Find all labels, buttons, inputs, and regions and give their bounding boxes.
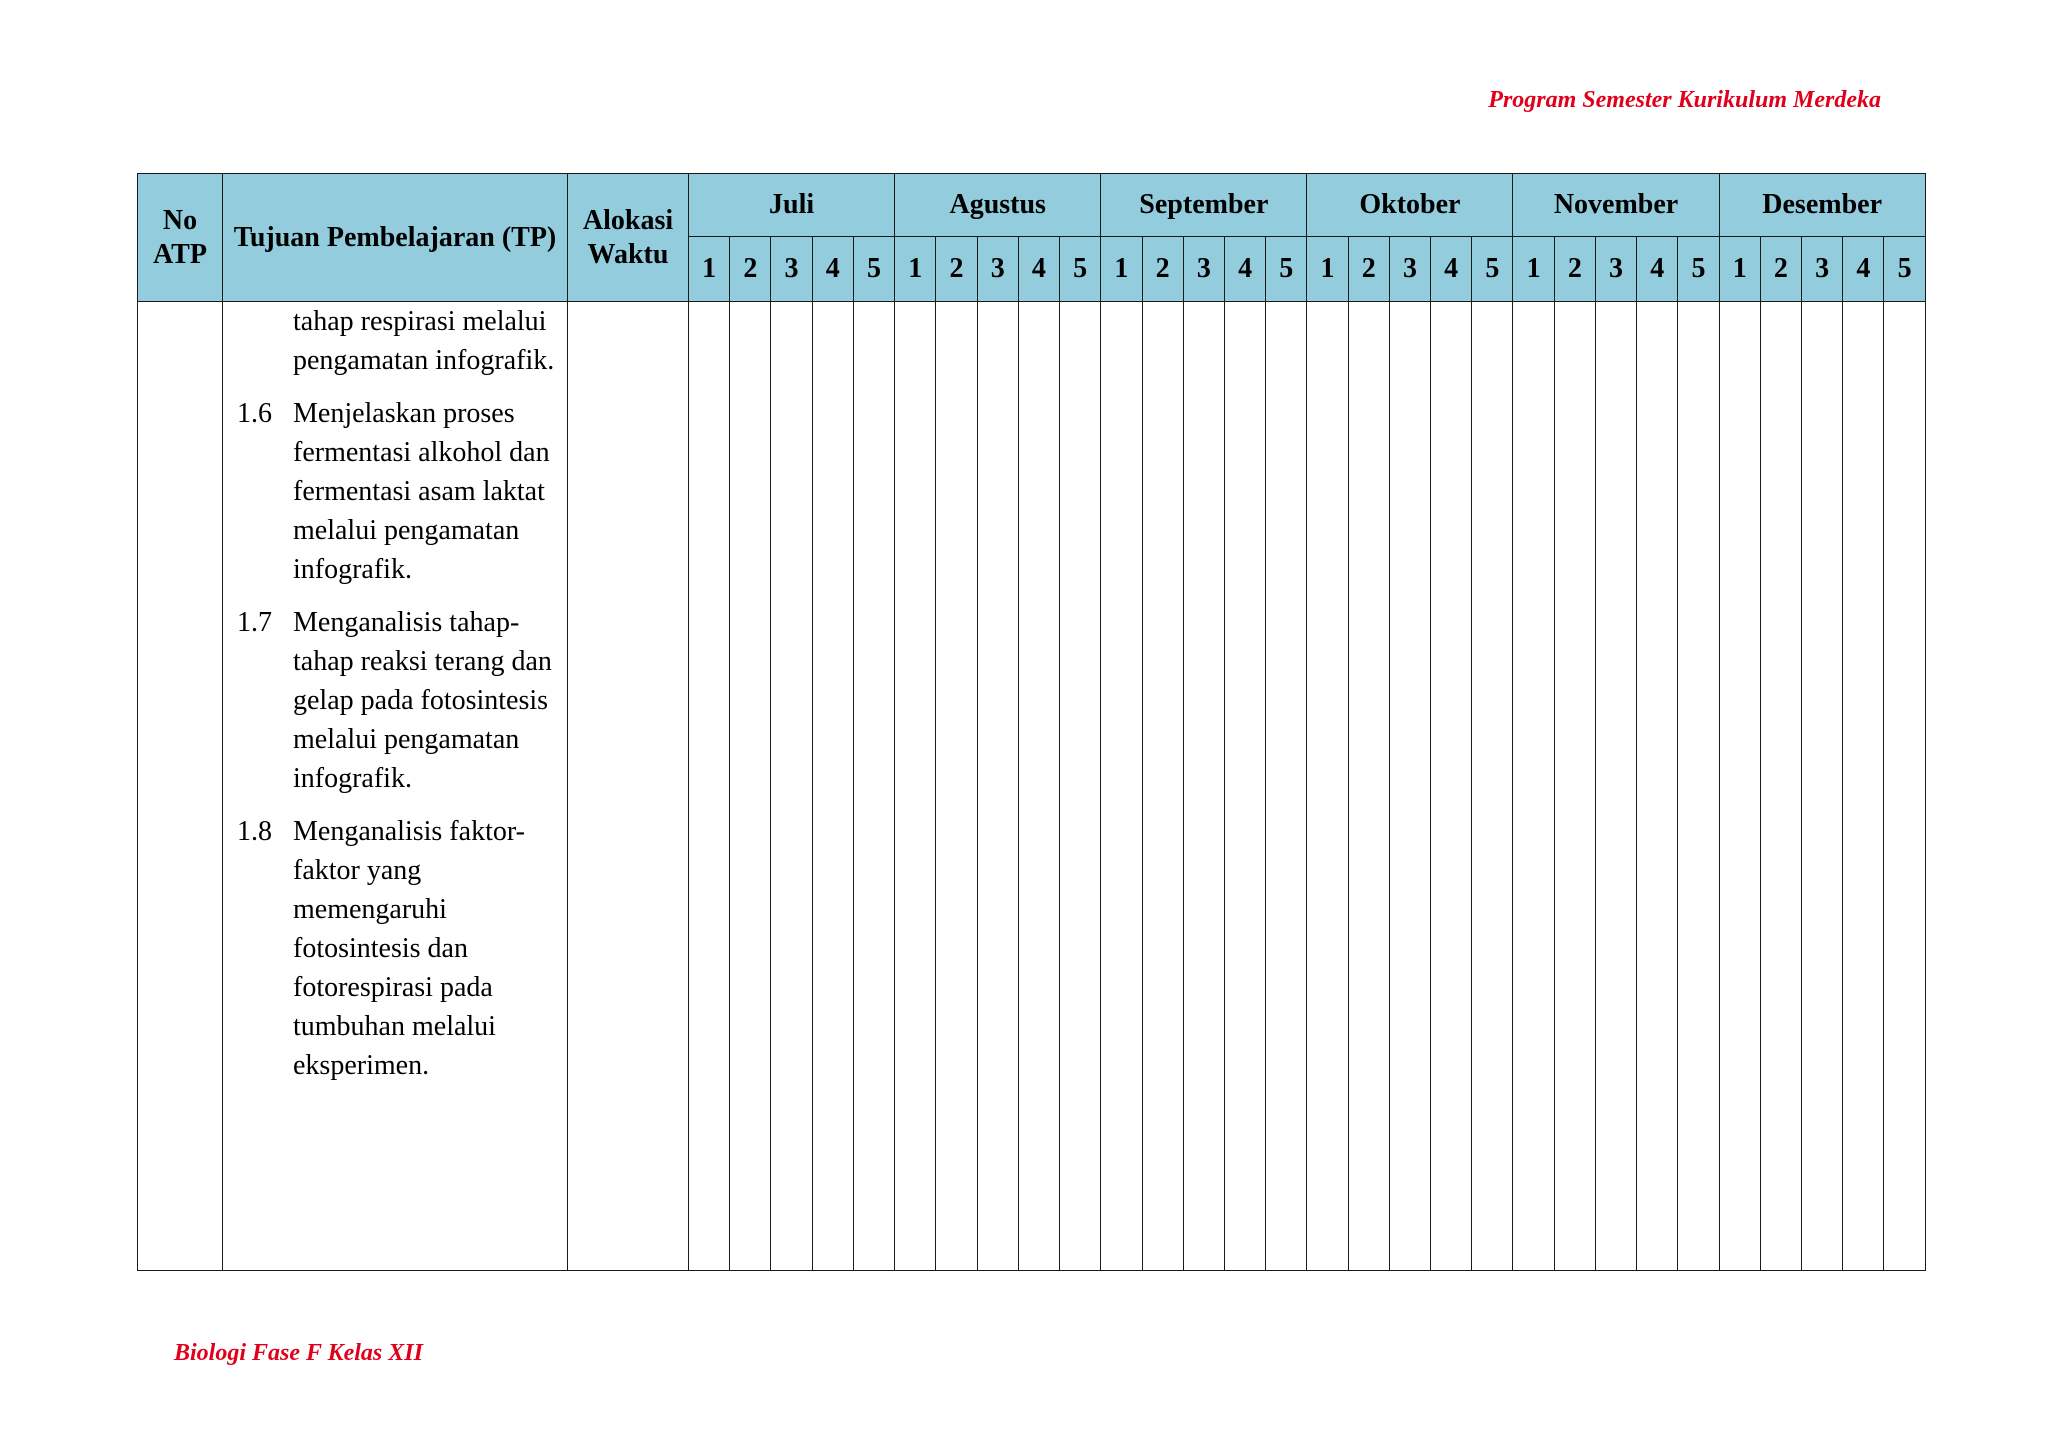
month-header: September: [1101, 174, 1307, 237]
tp-item-number: 1.6: [237, 398, 272, 429]
week-header: 2: [936, 237, 977, 302]
week-header: 4: [1224, 237, 1265, 302]
month-header: November: [1513, 174, 1719, 237]
week-header: 2: [1760, 237, 1801, 302]
week-header: 4: [1431, 237, 1472, 302]
week-header: 1: [1719, 237, 1760, 302]
week-header: 5: [1266, 237, 1307, 302]
week-cell: [977, 302, 1018, 1271]
week-cell: [1472, 302, 1513, 1271]
week-header: 1: [1513, 237, 1554, 302]
week-header: 4: [1843, 237, 1884, 302]
month-header: Oktober: [1307, 174, 1513, 237]
week-header: 3: [1183, 237, 1224, 302]
week-header: 3: [771, 237, 812, 302]
week-cell: [1595, 302, 1636, 1271]
week-cell: [1183, 302, 1224, 1271]
week-cell: [1389, 302, 1430, 1271]
header-tujuan-pembelajaran: Tujuan Pembelajaran (TP): [223, 174, 568, 302]
week-cell: [1224, 302, 1265, 1271]
week-cell: [1637, 302, 1678, 1271]
week-cell: [1760, 302, 1801, 1271]
week-cell: [853, 302, 894, 1271]
week-header: 2: [1554, 237, 1595, 302]
header-no-atp: No ATP: [138, 174, 223, 302]
week-cell: [1554, 302, 1595, 1271]
tp-cell: [223, 302, 568, 1271]
week-cell: [936, 302, 977, 1271]
week-cell: [1266, 302, 1307, 1271]
tp-item: [237, 603, 555, 798]
week-header: 2: [730, 237, 771, 302]
week-header: 4: [1018, 237, 1059, 302]
week-cell: [771, 302, 812, 1271]
week-header: 5: [1472, 237, 1513, 302]
tp-item-number: 1.8: [237, 816, 272, 847]
week-header: 1: [1307, 237, 1348, 302]
week-header: 1: [689, 237, 730, 302]
tp-item: [237, 812, 555, 1085]
week-header: 3: [977, 237, 1018, 302]
tp-item-number: 1.7: [237, 607, 272, 638]
program-semester-table: [137, 173, 1926, 1271]
week-cell: [1101, 302, 1142, 1271]
tp-item-text: Menjelaskan proses fermentasi alkohol dan fermentasi asam laktat melalui pengamatan infografik.: [293, 398, 550, 585]
week-cell: [689, 302, 730, 1271]
week-cell: [1431, 302, 1472, 1271]
week-header: 5: [853, 237, 894, 302]
week-header: 3: [1802, 237, 1843, 302]
week-cell: [1142, 302, 1183, 1271]
week-header: 4: [1637, 237, 1678, 302]
week-cell: [730, 302, 771, 1271]
week-header: 1: [1101, 237, 1142, 302]
tp-continuation: tahap respirasi melalui pengamatan infografik.: [293, 306, 555, 376]
running-header: Program Semester Kurikulum Merdeka: [1488, 87, 1881, 113]
week-cell: [1802, 302, 1843, 1271]
alokasi-waktu-cell: [568, 302, 689, 1271]
week-cell: [1060, 302, 1101, 1271]
week-cell: [1884, 302, 1925, 1271]
week-header: 5: [1884, 237, 1925, 302]
week-cell: [1018, 302, 1059, 1271]
week-header: 5: [1678, 237, 1719, 302]
week-cell: [1307, 302, 1348, 1271]
week-header: 2: [1348, 237, 1389, 302]
month-header: Desember: [1719, 174, 1925, 237]
tp-item: [237, 394, 555, 589]
no-atp-cell: [138, 302, 223, 1271]
month-header: Juli: [689, 174, 895, 237]
week-header: 3: [1595, 237, 1636, 302]
week-cell: [1719, 302, 1760, 1271]
week-header: 4: [812, 237, 853, 302]
week-cell: [1348, 302, 1389, 1271]
week-cell: [1843, 302, 1884, 1271]
week-cell: [812, 302, 853, 1271]
header-alokasi-waktu: Alokasi Waktu: [568, 174, 689, 302]
tp-item-text: Menganalisis faktor-faktor yang memengaruhi fotosintesis dan fotorespirasi pada tumbuhan melalui eksperimen.: [293, 816, 525, 1081]
running-footer: Biologi Fase F Kelas XII: [174, 1340, 423, 1366]
week-cell: [895, 302, 936, 1271]
week-header: 3: [1389, 237, 1430, 302]
week-header: 5: [1060, 237, 1101, 302]
month-header: Agustus: [895, 174, 1101, 237]
week-header: 2: [1142, 237, 1183, 302]
tp-item-text: Menganalisis tahap-tahap reaksi terang dan gelap pada fotosintesis melalui pengamatan infografik.: [293, 607, 552, 794]
week-cell: [1513, 302, 1554, 1271]
week-cell: [1678, 302, 1719, 1271]
week-header: 1: [895, 237, 936, 302]
